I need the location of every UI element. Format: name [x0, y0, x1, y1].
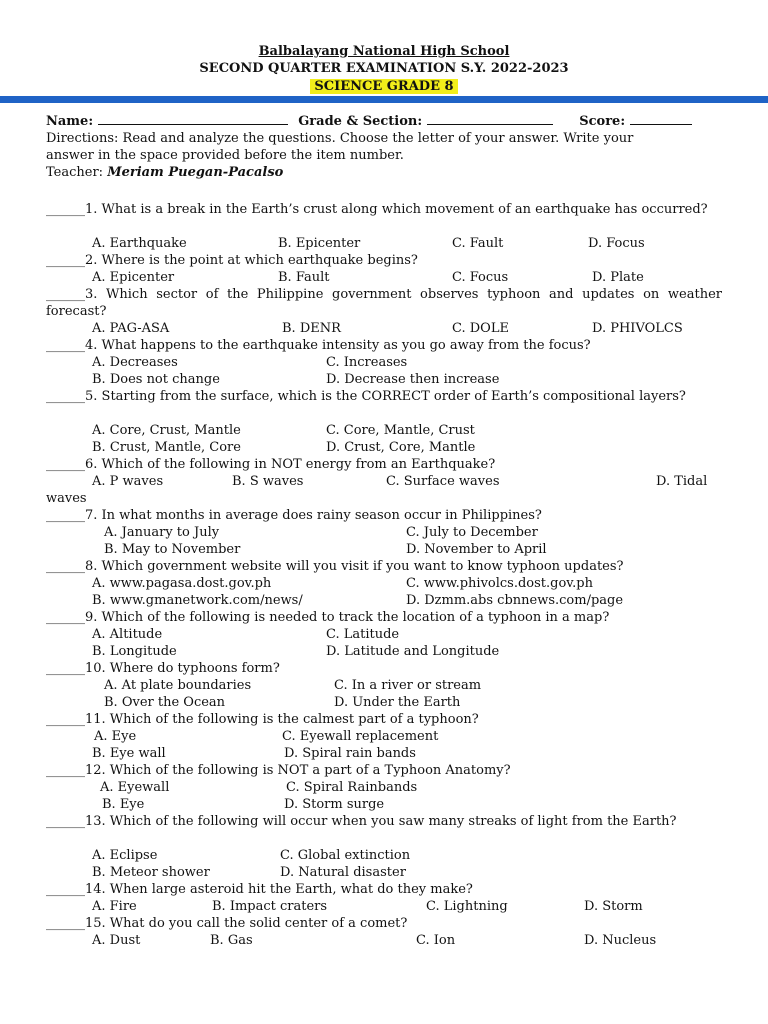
question-text: 9. Which of the following is needed to track the location of a typhoon in a map?: [85, 610, 610, 625]
header-divider-bar: [0, 96, 768, 103]
option: D. Under the Earth: [334, 695, 461, 710]
question-6-options-wrap: [46, 490, 722, 507]
answer-blank[interactable]: ______: [46, 457, 85, 472]
question-10: [46, 660, 722, 677]
question-text: 12. Which of the following is NOT a part of a Typhoon Anatomy?: [85, 763, 511, 778]
option: C. Surface waves: [386, 474, 500, 489]
option: C. Spiral Rainbands: [286, 780, 418, 795]
question-4: [46, 337, 722, 354]
answer-blank[interactable]: ______: [46, 338, 85, 353]
question-text: 15. What do you call the solid center of a comet?: [85, 916, 408, 931]
option: A. Earthquake: [92, 236, 187, 251]
option: A. Dust: [92, 933, 141, 948]
option: C. In a river or stream: [334, 678, 482, 693]
option: B. Over the Ocean: [104, 695, 226, 710]
name-field[interactable]: [98, 112, 288, 125]
question-5: [46, 388, 722, 405]
name-label: Name:: [46, 114, 94, 129]
question-15: [46, 915, 722, 932]
option: A. PAG-ASA: [92, 321, 170, 336]
option: B. DENR: [282, 321, 341, 336]
option: A. www.pagasa.dost.gov.ph: [92, 576, 272, 591]
score-field[interactable]: [630, 112, 692, 125]
option: A. Core, Crust, Mantle: [92, 423, 241, 438]
option: A. Eye: [94, 729, 137, 744]
answer-blank[interactable]: ______: [46, 814, 85, 829]
option: A. Epicenter: [92, 270, 175, 285]
score-label: Score:: [579, 114, 626, 129]
option: A. Decreases: [92, 355, 178, 370]
directions-line-1: Directions: Read and analyze the questions. Choose the letter of your answer. Write your: [46, 131, 634, 146]
question-1: [46, 201, 722, 218]
option: B. Crust, Mantle, Core: [92, 440, 241, 455]
option: A. At plate boundaries: [104, 678, 252, 693]
question-text: 1. What is a break in the Earth’s crust along which movement of an earthquake has occurred?: [85, 202, 708, 217]
option: B. Eye: [102, 797, 145, 812]
option: D. Dzmm.abs cbnnews.com/page: [406, 593, 624, 608]
answer-blank[interactable]: ______: [46, 253, 85, 268]
option: C. July to December: [406, 525, 538, 540]
question-11: [46, 711, 722, 728]
grade-section-field[interactable]: [427, 112, 553, 125]
option: D. November to April: [406, 542, 547, 557]
option: C. Global extinction: [280, 848, 411, 863]
school-name: Balbalayang National High School: [258, 44, 510, 59]
option: B. Epicenter: [278, 236, 361, 251]
option: C. Ion: [416, 933, 456, 948]
question-3: [46, 286, 722, 320]
option: B. May to November: [104, 542, 241, 557]
option: D. Natural disaster: [280, 865, 406, 880]
question-text: 11. Which of the following is the calmest part of a typhoon?: [85, 712, 479, 727]
option: A. Eclipse: [92, 848, 158, 863]
option: A. Altitude: [92, 627, 163, 642]
option: B. Gas: [210, 933, 253, 948]
option: B. www.gmanetwork.com/news/: [92, 593, 303, 608]
question-2: [46, 252, 722, 269]
answer-blank[interactable]: ______: [46, 202, 85, 217]
directions-line-2: answer in the space provided before the item number.: [46, 148, 404, 163]
option: A. Eyewall: [100, 780, 170, 795]
teacher-row: [46, 164, 722, 181]
option: C. www.phivolcs.dost.gov.ph: [406, 576, 593, 591]
question-text: 13. Which of the following will occur when you saw many streaks of light from the Earth?: [85, 814, 677, 829]
option: A. P waves: [92, 474, 164, 489]
answer-blank[interactable]: ______: [46, 389, 85, 404]
option: B. Does not change: [92, 372, 220, 387]
question-9: [46, 609, 722, 626]
question-12: [46, 762, 722, 779]
answer-blank[interactable]: ______: [46, 287, 85, 302]
option: D. Storm: [584, 899, 643, 914]
answer-blank[interactable]: ______: [46, 661, 85, 676]
answer-blank[interactable]: ______: [46, 916, 85, 931]
option: C. DOLE: [452, 321, 509, 336]
option: A. January to July: [104, 525, 220, 540]
subject-grade-label: SCIENCE GRADE 8: [310, 79, 457, 94]
question-13: [46, 813, 722, 830]
option: B. Eye wall: [92, 746, 166, 761]
student-info-row: [46, 112, 722, 130]
question-14: [46, 881, 722, 898]
grade-section-label: Grade & Section:: [298, 114, 423, 129]
question-7: [46, 507, 722, 524]
option: B. Meteor shower: [92, 865, 210, 880]
answer-blank[interactable]: ______: [46, 610, 85, 625]
option: C. Latitude: [326, 627, 400, 642]
option: C. Focus: [452, 270, 509, 285]
option: D. Spiral rain bands: [284, 746, 416, 761]
question-text: 3. Which sector of the Philippine government observes typhoon and updates on weather forecast?: [46, 287, 722, 319]
option: D. PHIVOLCS: [592, 321, 683, 336]
option: B. Impact craters: [212, 899, 328, 914]
answer-blank[interactable]: ______: [46, 763, 85, 778]
question-text: 4. What happens to the earthquake intensity as you go away from the focus?: [85, 338, 591, 353]
option: D. Latitude and Longitude: [326, 644, 500, 659]
option: B. Longitude: [92, 644, 177, 659]
option: A. Fire: [92, 899, 137, 914]
option: C. Lightning: [426, 899, 508, 914]
answer-blank[interactable]: ______: [46, 712, 85, 727]
option: D. Crust, Core, Mantle: [326, 440, 476, 455]
answer-blank[interactable]: ______: [46, 882, 85, 897]
option: D. Focus: [588, 236, 645, 251]
option: C. Eyewall replacement: [282, 729, 439, 744]
option: C. Core, Mantle, Crust: [326, 423, 475, 438]
question-text: 8. Which government website will you visit if you want to know typhoon updates?: [85, 559, 624, 574]
option: B. Fault: [278, 270, 330, 285]
option: D. Nucleus: [584, 933, 657, 948]
answer-blank[interactable]: ______: [46, 508, 85, 523]
question-text: 10. Where do typhoons form?: [85, 661, 280, 676]
option: C. Fault: [452, 236, 504, 251]
question-text: 5. Starting from the surface, which is the CORRECT order of Earth’s compositional layers?: [85, 389, 686, 404]
question-text: 6. Which of the following in NOT energy from an Earthquake?: [85, 457, 496, 472]
option: C. Increases: [326, 355, 408, 370]
option: D. Plate: [592, 270, 644, 285]
exam-title: SECOND QUARTER EXAMINATION S.Y. 2022-2023: [199, 61, 569, 76]
subject-grade-row: [0, 79, 768, 95]
question-text: 7. In what months in average does rainy season occur in Philippines?: [85, 508, 542, 523]
option: D. Decrease then increase: [326, 372, 500, 387]
option: B. S waves: [232, 474, 304, 489]
teacher-name: Meriam Puegan-Pacalso: [107, 165, 284, 180]
question-text: 2. Where is the point at which earthquake begins?: [85, 253, 418, 268]
question-8: [46, 558, 722, 575]
option-continued: waves: [46, 491, 87, 506]
teacher-label: Teacher:: [46, 165, 104, 180]
question-text: 14. When large asteroid hit the Earth, what do they make?: [85, 882, 473, 897]
option: D. Tidal: [656, 474, 708, 489]
option: D. Storm surge: [284, 797, 385, 812]
answer-blank[interactable]: ______: [46, 559, 85, 574]
question-6: [46, 456, 722, 473]
